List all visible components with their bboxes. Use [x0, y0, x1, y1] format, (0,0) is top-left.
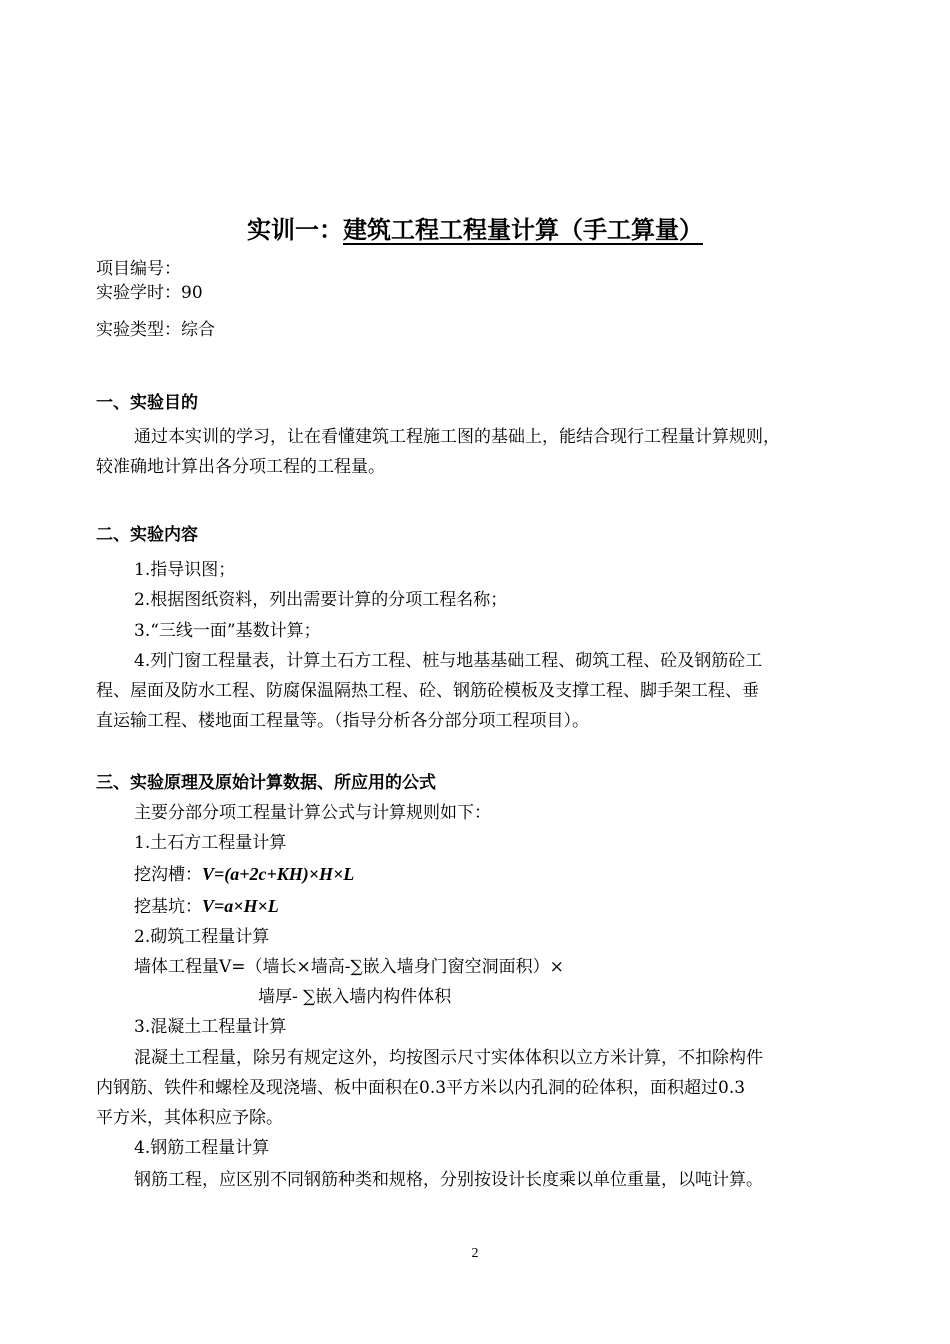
section3-heading: 三、实验原理及原始计算数据、所应用的公式	[96, 773, 436, 793]
wall-formula-line1: 墙体工程量V=（墙长×墙高-∑嵌入墙身门窗空洞面积）×	[134, 957, 564, 977]
page-number: 2	[471, 1246, 479, 1261]
trench-row	[134, 862, 354, 887]
trench-formula: V=(a+2c+KH)×H×L	[202, 864, 355, 884]
section3-sub3: 3.混凝土工程量计算	[134, 1017, 287, 1037]
section1-heading: 一、实验目的	[96, 393, 198, 413]
pit-label: 挖基坑：	[134, 897, 202, 917]
section3-intro: 主要分部分项工程量计算公式与计算规则如下：	[134, 803, 491, 823]
pit-formula: V=a×H×L	[202, 896, 279, 916]
concrete-line1: 混凝土工程量，除另有规定这外，均按图示尺寸实体体积以立方米计算，不扣除构件	[134, 1048, 763, 1068]
section2-item3: 3.“三线一面”基数计算；	[134, 621, 321, 641]
section2-item4-line3: 直运输工程、楼地面工程量等。（指导分析各分部分项工程项目）。	[96, 711, 589, 731]
section3-sub1: 1.土石方工程量计算	[134, 833, 287, 853]
section2-item1: 1.指导识图；	[134, 560, 236, 580]
experiment-hours: 实验学时：90	[96, 283, 203, 303]
steel-line1: 钢筋工程，应区别不同钢筋种类和规格，分别按设计长度乘以单位重量，以吨计算。	[134, 1170, 763, 1190]
section1-paragraph-line2: 较准确地计算出各分项工程的工程量。	[96, 457, 385, 477]
trench-label: 挖沟槽：	[134, 865, 202, 885]
section2-heading: 二、实验内容	[96, 525, 198, 545]
section2-item2: 2.根据图纸资料，列出需要计算的分项工程名称；	[134, 590, 508, 610]
experiment-type: 实验类型：综合	[96, 320, 215, 340]
section1-paragraph-line1: 通过本实训的学习，让在看懂建筑工程施工图的基础上，能结合现行工程量计算规则，	[134, 427, 780, 447]
page-title	[0, 210, 950, 245]
wall-formula-line2: 墙厚- ∑嵌入墙内构件体积	[258, 987, 452, 1007]
concrete-line3: 平方米，其体积应予除。	[96, 1108, 283, 1128]
title-main: 建筑工程工程量计算（手工算量）	[343, 216, 703, 244]
section3-sub2: 2.砌筑工程量计算	[134, 927, 270, 947]
section2-item4-line2: 程、屋面及防水工程、防腐保温隔热工程、砼、钢筋砼模板及支撑工程、脚手架工程、垂	[96, 681, 759, 701]
title-prefix: 实训一：	[247, 216, 343, 244]
pit-row	[134, 894, 279, 919]
section3-sub4: 4.钢筋工程量计算	[134, 1138, 270, 1158]
project-number: 项目编号：	[96, 259, 181, 279]
concrete-line2: 内钢筋、铁件和螺栓及现浇墙、板中面积在0.3平方米以内孔洞的砼体积，面积超过0.3	[96, 1078, 746, 1098]
section2-item4-line1: 4.列门窗工程量表，计算土石方工程、桩与地基基础工程、砌筑工程、砼及钢筋砼工	[134, 651, 763, 671]
